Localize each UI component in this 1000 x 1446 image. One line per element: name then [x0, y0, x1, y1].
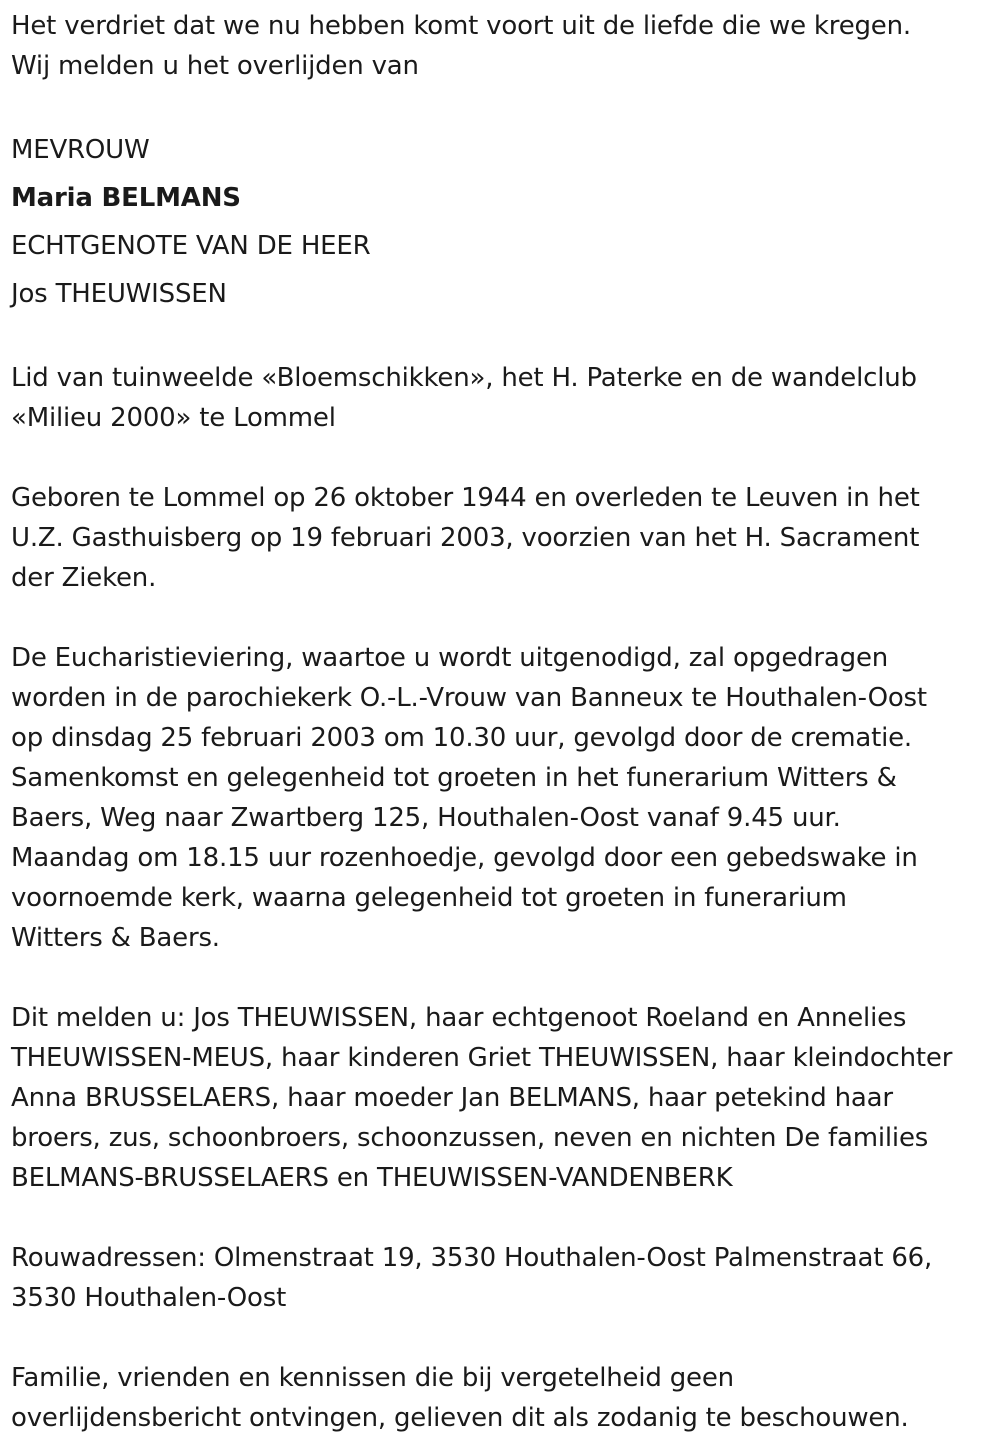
spacer [11, 438, 996, 478]
announcers-text: Dit melden u: Jos THEUWISSEN, haar echtgenoot Roeland en Annelies THEUWISSEN-MEUS, haar kinderen Griet THEUWISSEN, haar kleindochter Anna BRUSSELAERS, haar moeder Jan BELMANS, haar petekind haar broers, zus, schoonbroers, schoonzussen, neven en nichten De families BELMANS-BRUSSELAERS en THEUWISSEN-VANDENBERK [11, 1003, 953, 1193]
intro-text: Het verdriet dat we nu hebben komt voort uit de liefde die we kregen. Wij melden u het overlijden van [11, 11, 911, 81]
closing-text: Familie, vrienden en kennissen die bij vergetelheid geen overlijdensbericht ontvingen, gelieven dit als zodanig te beschouwen. [11, 1363, 909, 1433]
membership-text: Lid van tuinweelde «Bloemschikken», het H. Paterke en de wandelclub «Milieu 2000» te Lommel [11, 363, 917, 433]
spacer [11, 86, 996, 126]
deceased-name: Maria BELMANS [11, 183, 241, 213]
ceremony-text: De Eucharistieviering, waartoe u wordt uitgenodigd, zal opgedragen worden in de parochiekerk O.-L.-Vrouw van Banneux te Houthalen-Oost op dinsdag 25 februari 2003 om 10.30 uur, gevolgd door de crematie. Samenkomst en gelegenheid tot groeten in het funerarium Witters & Baers, Weg naar Zwartberg 125, Houthalen-Oost vanaf 9.45 uur. Maandag om 18.15 uur rozenhoedje, gevolgd door een gebedswake in voornoemde kerk, waarna gelegenheid tot groeten in funerarium Witters & Baers. [11, 643, 927, 953]
deceased-title: MEVROUW [11, 135, 150, 165]
addresses-text: Rouwadressen: Olmenstraat 19, 3530 Houthalen-Oost Palmenstraat 66, 3530 Houthalen-Oost [11, 1243, 933, 1313]
spacer [11, 1318, 996, 1358]
spacer [11, 318, 996, 358]
birth-death-text: Geboren te Lommel op 26 oktober 1944 en overleden te Leuven in het U.Z. Gasthuisberg op 19 februari 2003, voorzien van het H. Sacrament der Zieken. [11, 483, 920, 593]
spacer [11, 598, 996, 638]
spacer [11, 958, 996, 998]
spouse-name: Jos THEUWISSEN [11, 279, 227, 309]
spacer [11, 1198, 996, 1238]
deceased-relation: ECHTGENOTE VAN DE HEER [11, 231, 371, 261]
obituary-document [11, 6, 996, 1438]
